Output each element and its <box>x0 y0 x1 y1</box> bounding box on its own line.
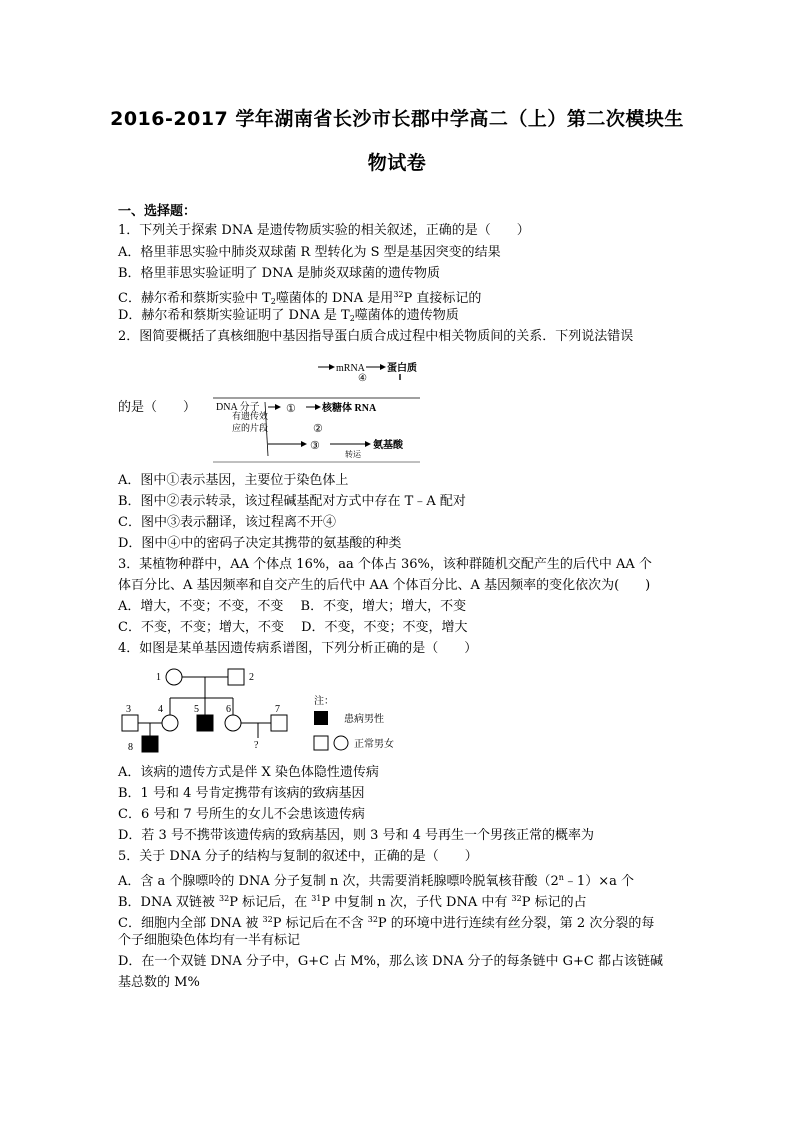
pedigree-label-5: 5 <box>194 704 199 715</box>
diagram-circle-1: ① <box>286 403 296 415</box>
pedigree-individual-3 <box>122 715 138 731</box>
q1-stem: 1．下列关于探索 DNA 是遗传物质实验的相关叙述，正确的是（ ） <box>118 223 530 238</box>
diagram-gene-note2: 应的片段 <box>232 423 269 433</box>
page-title-line2: 物试卷 <box>367 152 427 174</box>
pedigree-label-2: 2 <box>249 672 254 683</box>
q5-stem: 5．关于 DNA 分子的结构与复制的叙述中，正确的是（ ） <box>118 849 478 864</box>
q1-option-b: B．格里菲思实验证明了 DNA 是肺炎双球菌的遗传物质 <box>118 266 441 281</box>
pedigree-label-7: 7 <box>275 704 280 715</box>
q5-option-d-line1: D．在一个双链 DNA 分子中，G+C 占 M%，那么该 DNA 分子的每条链中 G+C 都占该链碱 <box>118 954 663 969</box>
diagram-rrna: 核糖体 RNA <box>322 403 377 414</box>
diagram-circle-2: ② <box>313 423 323 435</box>
q2-stem-line2: 的是（ ） <box>118 400 197 415</box>
pedigree-individual-5 <box>197 715 213 731</box>
page-title-line1: 2016-2017 学年湖南省长沙市长郡中学高二（上）第二次模块生 <box>110 108 684 130</box>
diagram-circle-4: ④ <box>358 373 367 384</box>
pedigree-label-4: 4 <box>158 704 163 715</box>
pedigree-individual-6 <box>225 715 241 731</box>
pedigree-individual-8 <box>142 736 158 752</box>
q5-option-d-line2: 基总数的 M% <box>118 975 200 990</box>
diagram-transport: 转运 <box>345 450 361 459</box>
q5-option-b: B．DNA 双链被 $^{32}$P 标记后，在 $^{31}$P 中复制 n 次，子代 DNA 中有 $^{32}$P 标记的占 <box>118 894 587 910</box>
diagram-protein: 蛋白质 <box>387 363 417 374</box>
q3-options-ab: A．增大，不变；不变，不变 B．不变，增大；增大，不变 <box>118 599 467 614</box>
q2-option-c: C．图中③表示翻译，该过程离不开④ <box>118 515 336 530</box>
q3-options-cd: C．不变，不变；增大，不变 D．不变，不变；不变，增大 <box>118 620 468 635</box>
diagram-amino-acid: 氨基酸 <box>373 440 403 451</box>
pedigree-legend-normal: 正常男女 <box>354 739 394 750</box>
pedigree-individual-7 <box>271 715 287 731</box>
pedigree-individual-1 <box>166 669 182 685</box>
q1-option-d: D．赫尔希和蔡斯实验证明了 DNA 是 $T_2$噬菌体的遗传物质 <box>118 308 459 323</box>
pedigree-chart <box>118 664 428 760</box>
q2-stem-line1: 2．图简要概括了真核细胞中基因指导蛋白质合成过程中相关物质间的关系．下列说法错误 <box>118 329 634 344</box>
q2-option-b: B．图中②表示转录，该过程碱基配对方式中存在 T﹣A 配对 <box>118 494 466 509</box>
q2-option-a: A．图中①表示基因，主要位于染色体上 <box>118 473 349 488</box>
q3-stem-line1: 3．某植物种群中，AA 个体点 16%，aa 个体占 36%，该种群随机交配产生的后代中 AA 个 <box>118 557 652 572</box>
q4-option-d: D．若 3 号不携带该遗传病的致病基因，则 3 号和 4 号再生一个男孩正常的概率为 <box>118 828 595 843</box>
diagram-dna: DNA 分子 <box>216 402 260 413</box>
gene-expression-diagram <box>210 352 425 466</box>
pedigree-individual-4 <box>162 715 178 731</box>
q4-option-a: A．该病的遗传方式是伴 X 染色体隐性遗传病 <box>118 765 379 780</box>
pedigree-label-6: 6 <box>226 704 231 715</box>
q2-option-d: D．图中④中的密码子决定其携带的氨基酸的种类 <box>118 536 402 551</box>
pedigree-legend-title: 注： <box>314 696 334 707</box>
q5-option-c-line1: C．细胞内全部 DNA 被 $^{32}$P 标记后在不含 $^{32}$P 的环境中进行连续有丝分裂，第 2 次分裂的每 <box>118 915 655 931</box>
pedigree-label-3: 3 <box>126 704 131 715</box>
q1-option-c: C．赫尔希和蔡斯实验中 $T_2$噬菌体的 DNA 是用$^{32}$P 直接标记的 <box>118 290 482 306</box>
diagram-mrna: mRNA <box>336 363 365 374</box>
section-heading: 一、选择题： <box>118 204 197 219</box>
legend-affected-male-symbol <box>314 711 328 725</box>
pedigree-label-8: 8 <box>128 742 133 753</box>
legend-normal-female-symbol <box>334 736 348 750</box>
q4-option-c: C．6 号和 7 号所生的女儿不会患该遗传病 <box>118 807 365 822</box>
diagram-gene-note1: 有遗传效 <box>232 411 269 421</box>
pedigree-label-1: 1 <box>156 672 161 683</box>
q5-option-a: A．含 a 个腺嘌呤的 DNA 分子复制 n 次，共需要消耗腺嘌呤脱氧核苷酸$(2^n﹣1)\times a$ 个 <box>118 873 634 889</box>
q5-option-c-line2: 个子细胞染色体均有一半有标记 <box>118 933 301 948</box>
pedigree-unknown-mark: ? <box>254 740 259 751</box>
pedigree-legend-affected: 患病男性 <box>344 714 384 725</box>
pedigree-individual-2 <box>228 669 244 685</box>
q1-option-a: A．格里菲思实验中肺炎双球菌 R 型转化为 S 型是基因突变的结果 <box>118 245 501 260</box>
q4-stem: 4．如图是某单基因遗传病系谱图，下列分析正确的是（ ） <box>118 641 478 656</box>
diagram-circle-3: ③ <box>310 440 320 452</box>
legend-normal-male-symbol <box>314 736 328 750</box>
q4-option-b: B．1 号和 4 号肯定携带有该病的致病基因 <box>118 786 365 801</box>
q3-stem-line2: 体百分比、A 基因频率和自交产生的后代中 AA 个体百分比、A 基因频率的变化依次为( ) <box>118 578 651 593</box>
